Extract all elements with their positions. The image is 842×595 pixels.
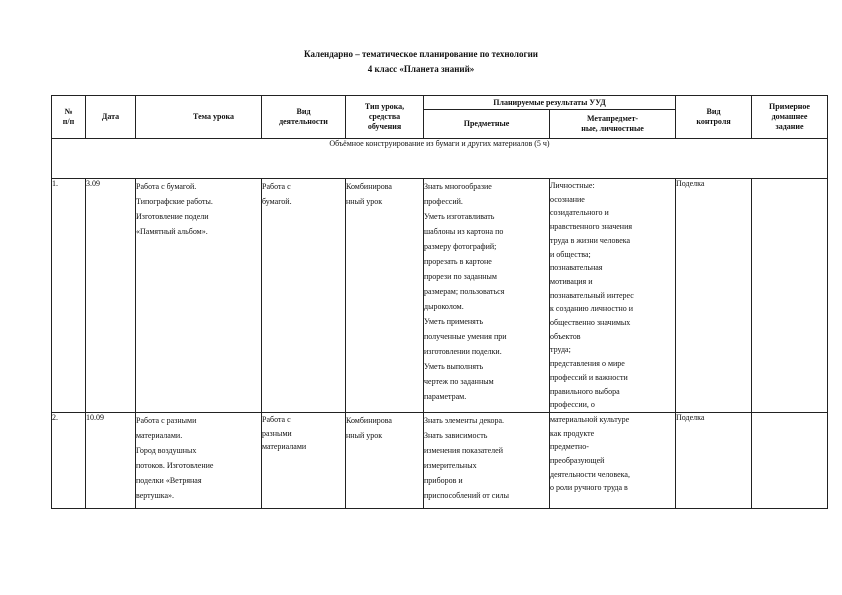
row-activity: Работа с бумагой. — [262, 179, 346, 413]
header-meta: Метапредмет- ные, личностные — [550, 110, 676, 139]
row-meta-results: материальной культуре как продукте предметно- преобразующей деятельности человека, о роли ручного труда в — [550, 412, 676, 508]
row-meta-results: Личностные: осознание созидательного и нравственного значения труда в жизни человека и общества; познавательная мотивация и познавательный интерес к созданию личностно и общественно значимых объектов труда; представления о мире профессий и важности правильного выбора профессии, о — [550, 179, 676, 413]
row-homework — [752, 412, 828, 508]
header-control: Вид контроля — [676, 96, 752, 139]
row-control: Поделка — [676, 179, 752, 413]
header-subject: Предметные — [424, 110, 550, 139]
row-control: Поделка — [676, 412, 752, 508]
section-title: Объёмное конструирование из бумаги и других материалов (5 ч) — [52, 139, 828, 179]
row-topic: Работа с бумагой. Типографские работы. Изготовление подели «Памятный альбом». — [136, 179, 262, 413]
row-lesson-type: Комбинирова нный урок — [346, 412, 424, 508]
row-topic: Работа с разными материалами. Город воздушных потоков. Изготовление поделки «Ветряная вертушка». — [136, 412, 262, 508]
document-title: Календарно – тематическое планирование по технологии — [304, 49, 538, 59]
header-lesson-type: Тип урока, средства обучения — [346, 96, 424, 139]
header-topic: Тема урока — [136, 96, 262, 139]
row-number: 2. — [52, 412, 86, 508]
row-activity: Работа с разными материалами — [262, 412, 346, 508]
row-number: 1. — [52, 179, 86, 413]
header-num: № п/п — [52, 96, 86, 139]
row-date: 10.09 — [86, 412, 136, 508]
header-date: Дата — [86, 96, 136, 139]
row-lesson-type: Комбинирова нный урок — [346, 179, 424, 413]
document-subtitle: 4 класс «Планета знаний» — [367, 64, 475, 74]
table-row — [52, 179, 828, 413]
planning-table — [51, 95, 828, 509]
row-homework — [752, 179, 828, 413]
row-subject-results: Знать элементы декора. Знать зависимость изменения показателей измерительных приборов и приспособлений от силы — [424, 412, 550, 508]
row-date: 3.09 — [86, 179, 136, 413]
header-results: Планируемые результаты УУД — [424, 96, 676, 110]
row-subject-results: Знать многообразие профессий. Уметь изготавливать шаблоны из картона по размеру фотографий; прорезать в картоне прорези по заданным размерам; пользоваться дыроколом. Уметь применять полученные умения при изготовлении поделки. Уметь выполнять чертеж по заданным параметрам. — [424, 179, 550, 413]
table-row — [52, 412, 828, 508]
header-homework: Примерное домашнее задание — [752, 96, 828, 139]
header-activity: Вид деятельности — [262, 96, 346, 139]
